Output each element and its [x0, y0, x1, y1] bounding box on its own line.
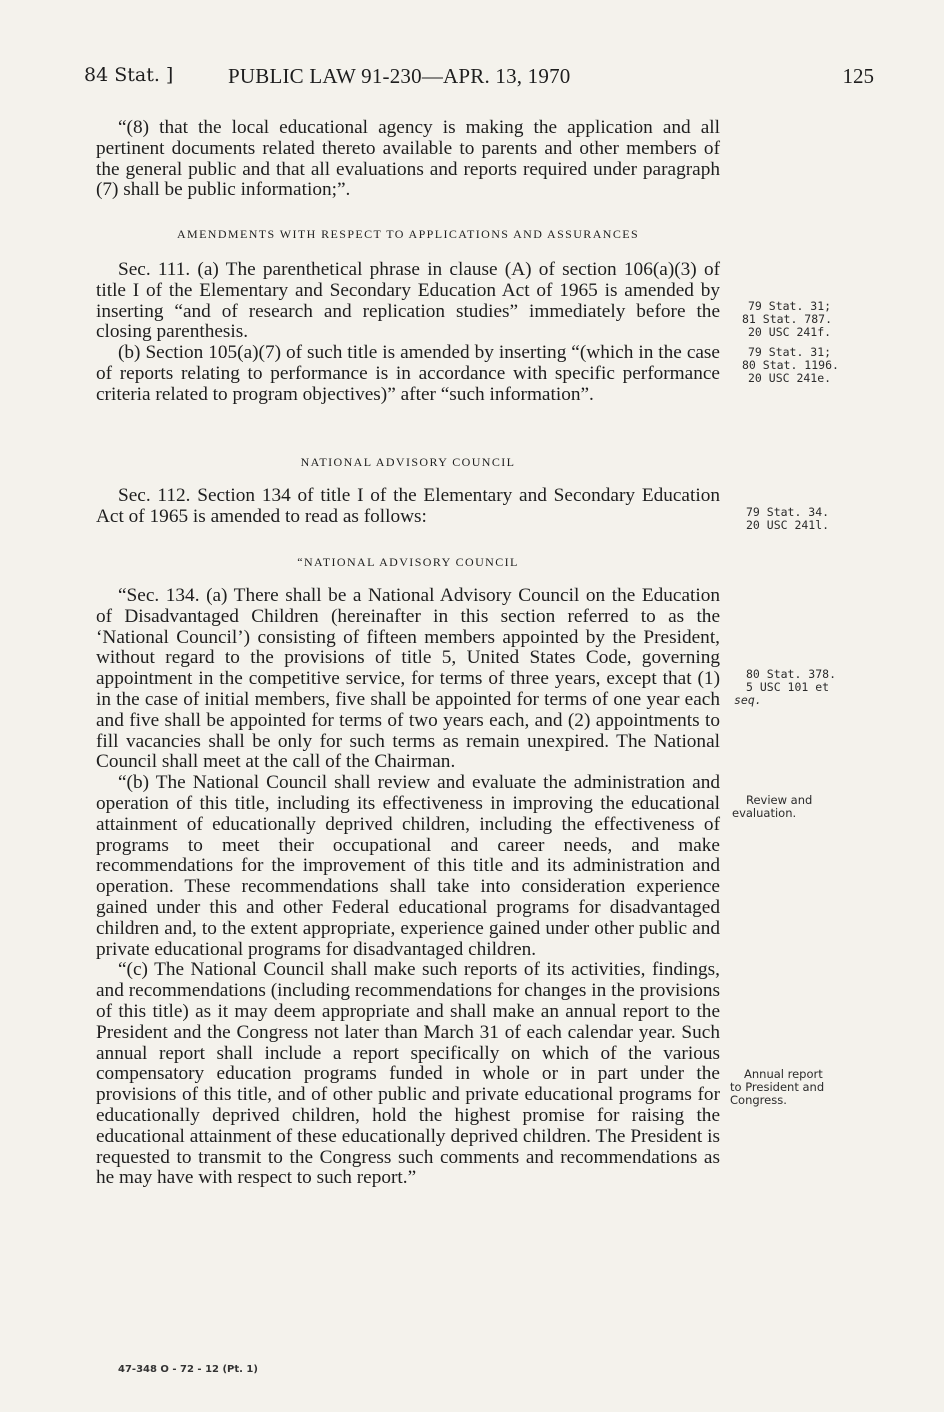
margin-note — [746, 506, 829, 532]
header-title: PUBLIC LAW 91-230—APR. 13, 1970 — [228, 64, 571, 88]
margin-line: 81 Stat. 787. — [742, 312, 833, 326]
sec-134-c: “(c) The National Council shall make such reports of its activities, findings, and recommendations (including recommendations for changes in the provisions of this title) as it may deem appropriate and shall make an annual report to the President and the Congress not later than March 31 of each calendar year. Such annual report shall include a report specifically on which of the various compensatory education programs funded in whole or in part under the provisions of this title, and of other public and private educational programs for educationally deprived children, hold the highest promise for raising the educational attainment of these educationally deprived children. The President is requested to transmit to the Congress such comments and recommendations as he may have with respect to such report.” — [96, 959, 720, 1189]
margin-line: 79 Stat. 31; — [748, 299, 832, 313]
council-heading-block — [96, 452, 720, 473]
heading-amendments: AMENDMENTS WITH RESPECT TO APPLICATIONS AND ASSURANCES — [176, 227, 640, 241]
sec-134-b: “(b) The National Council shall review and evaluate the administration and operation of this title, including its effectiveness in improving the educational attainment of educationally deprived children, including the effectiveness of programs to meet their occupational and career needs, and make recommendations for the improvement of this title and its administration and operation. These recommendations shall take into consideration experience gained under this and other Federal educational programs for disadvantaged children and, to the extent appropriate, experience gained under other public and private educational programs for disadvantaged children. — [96, 772, 720, 960]
sec-112: Sec. 112. Section 134 of title I of the Elementary and Secondary Education Act of 1965 is amended to read as follows: — [96, 485, 720, 527]
margin-line: Congress. — [730, 1093, 787, 1107]
heading-council-quoted: “NATIONAL ADVISORY COUNCIL — [297, 555, 519, 569]
margin-line: 20 USC 241e. — [748, 371, 832, 385]
margin-note — [734, 667, 837, 707]
paragraph-8: “(8) that the local educational agency is making the application and all pertinent documents related thereto available to parents and other members of the general public and that all evaluations and reports required under paragraph (7) shall be public information;”. — [96, 117, 720, 201]
sec-111-a: Sec. 111. (a) The parenthetical phrase in clause (A) of section 106(a)(3) of title I of the Elementary and Secondary Education Act of 1965 is amended by inserting “and of research and replication studies” immediately before the closing parenthesis. — [96, 259, 720, 343]
section-112 — [96, 486, 720, 528]
page-header — [84, 64, 874, 94]
margin-line: 79 Stat. 34. — [746, 505, 830, 519]
sec-134-a: “Sec. 134. (a) There shall be a National Advisory Council on the Education of Disadvantaged Children (hereinafter in this section referred to as the ‘National Council’) consisting of fifteen members appointed by the President, without regard to the provisions of title 5, United States Code, governing appointment in the competitive service, for terms of three years, except that (1) in the case of initial members, five shall be appointed for terms of one year each and five shall be appointed for terms of two years each, and (2) appointments to fill vacancies shall be only for such terms as remain unexpired. The National Council shall meet at the call of the Chairman. — [96, 585, 720, 773]
margin-line: 20 USC 241f. — [748, 325, 832, 339]
heading-council: NATIONAL ADVISORY COUNCIL — [300, 455, 516, 469]
margin-note — [742, 299, 833, 339]
section-8-paragraph — [96, 118, 720, 201]
margin-line: 20 USC 241l. — [746, 518, 830, 532]
sec-111-b: (b) Section 105(a)(7) of such title is amended by inserting “(which in the case of reports relating to performance is in accordance with specific performance criteria related to program objectives)” after “such information”. — [96, 342, 720, 405]
margin-line: seq. — [734, 693, 762, 707]
margin-line: to President and — [730, 1080, 825, 1094]
margin-line: 80 Stat. 378. — [746, 667, 837, 681]
margin-note — [730, 1067, 825, 1107]
margin-line: evaluation. — [732, 806, 797, 820]
margin-line: Annual report — [744, 1067, 823, 1081]
margin-line: 5 USC 101 et — [746, 680, 830, 694]
margin-line: Review and — [746, 793, 813, 807]
amendments-heading-block — [96, 224, 720, 245]
margin-note — [732, 793, 813, 820]
page-footer: 47-348 O - 72 - 12 (Pt. 1) — [118, 1364, 258, 1375]
margin-line: 80 Stat. 1196. — [742, 358, 839, 372]
section-134 — [96, 586, 720, 1189]
header-stat: 84 Stat. ] — [84, 64, 174, 86]
margin-line: 79 Stat. 31; — [748, 345, 832, 359]
margin-note — [742, 345, 839, 385]
section-111 — [96, 260, 720, 406]
council-quoted-heading-block — [96, 552, 720, 573]
page-number: 125 — [842, 64, 874, 88]
